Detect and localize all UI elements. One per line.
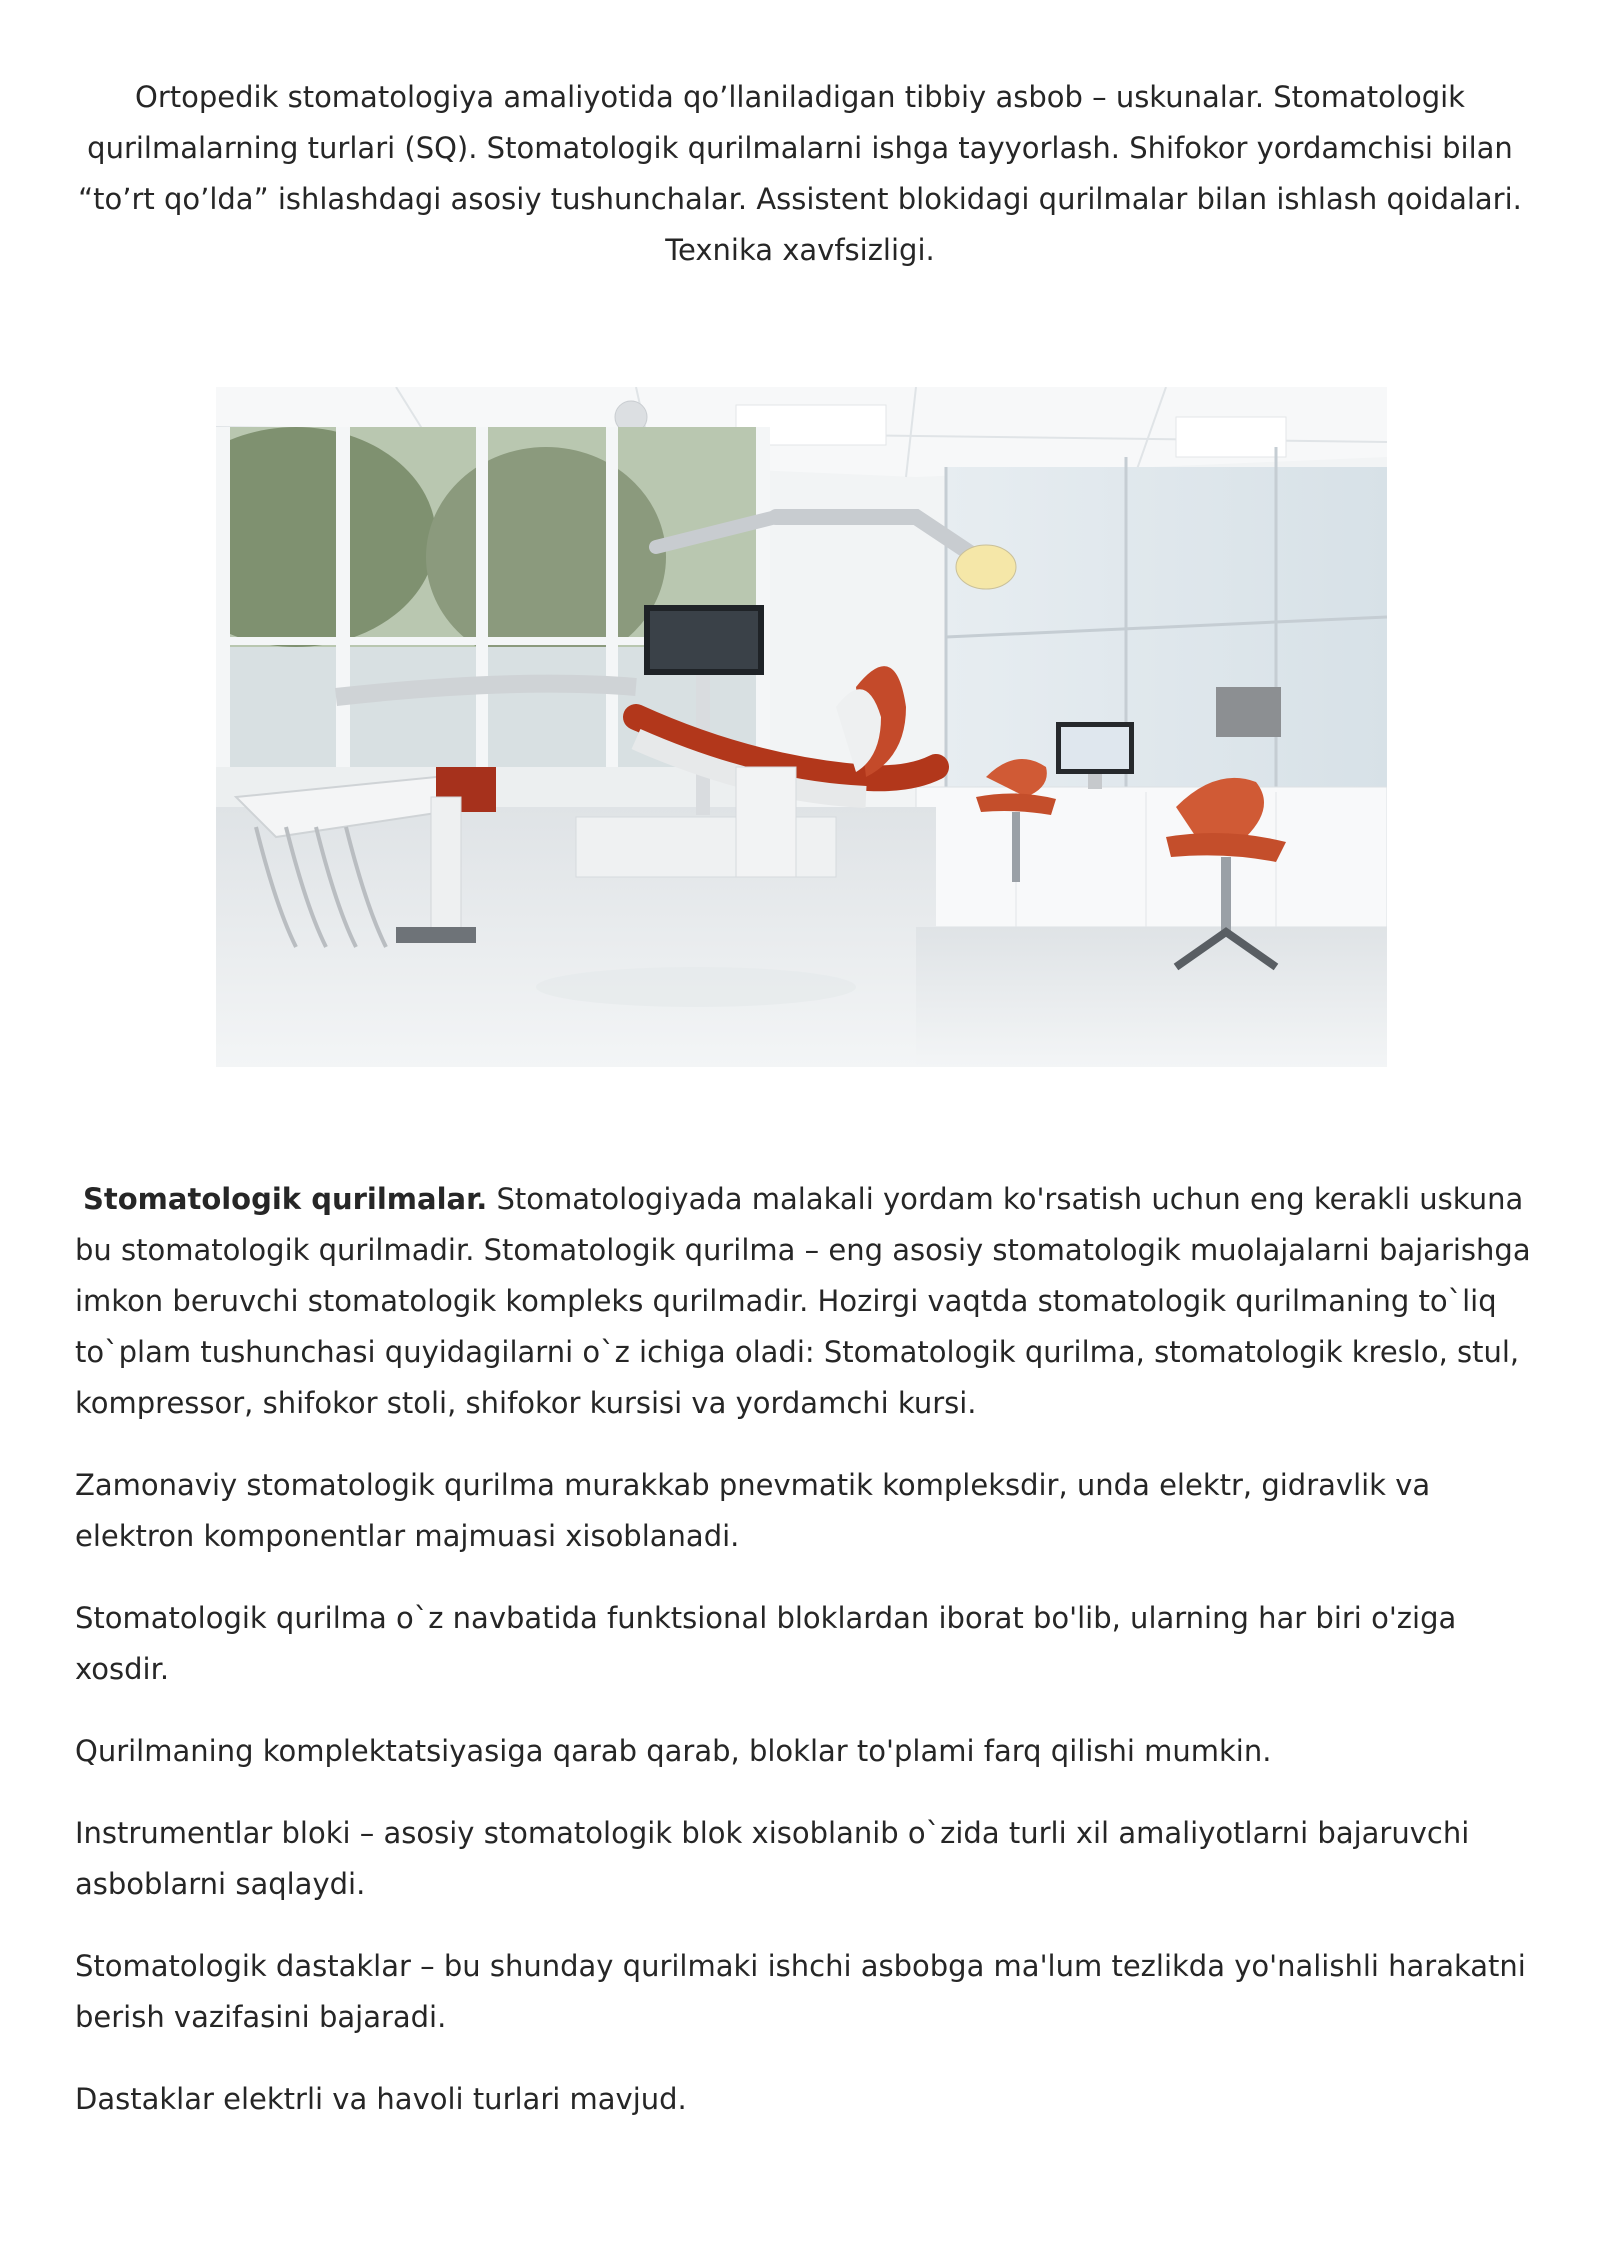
paragraph-komplektatsiya: Qurilmaning komplektatsiyasiga qarab qarab, bloklar to'plami farq qilishi mumkin. xyxy=(75,1734,1272,1768)
paragraph-zamonaviy: Zamonaviy stomatologik qurilma murakkab pnevmatik kompleksdir, unda elektr, gidravlik va elektron komponentlar majmuasi xisoblanadi. xyxy=(75,1468,1431,1553)
paragraph-dastaklar-turlari: Dastaklar elektrli va havoli turlari mavjud. xyxy=(75,2082,687,2116)
paragraph-text: Stomatologiyada malakali yordam ko'rsatish uchun eng kerakli uskuna bu stomatologik qurilmadir. Stomatologik qurilma – eng asosiy stomatologik muolajalarni bajarishga imkon beruvchi stomatologik kompleks qurilmadir. Hozirgi vaqtda stomatologik qurilmaning to`liq to`plam tushunchasi quyidagilarni o`z ichiga oladi: Stomatologik qurilma, stomatologik kreslo, stul, kompressor, shifokor stoli, shifokor kursisi va yordamchi kursi. xyxy=(75,1182,1531,1420)
paragraph-funktsional-bloklar: Stomatologik qurilma o`z navbatida funktsional bloklardan iborat bo'lib, ularning har biri o'ziga xosdir. xyxy=(75,1601,1457,1686)
paragraph-lead-bold: Stomatologik qurilmalar. xyxy=(83,1182,488,1216)
body-text xyxy=(75,1174,1535,2156)
paragraph-stomatologik-qurilmalar xyxy=(75,1174,1535,1429)
paragraph-dastaklar: Stomatologik dastaklar – bu shunday qurilmaki ishchi asbobga ma'lum tezlikda yo'nalishli harakatni berish vazifasini bajaradi. xyxy=(75,1949,1526,2034)
document-heading: Ortopedik stomatologiya amaliyotida qo’llaniladigan tibbiy asbob – uskunalar. Stomatologik qurilmalarning turlari (SQ). Stomatologik qurilmalarni ishga tayyorlash. Shifokor yordamchisi bilan “to’rt qo’lda” ishlashdagi asosiy tushunchalar. Assistent blokidagi qurilmalar bilan ishlash qoidalari. Texnika xavfsizligi. xyxy=(78,80,1522,267)
paragraph-instrumentlar-bloki: Instrumentlar bloki – asosiy stomatologik blok xisoblanib o`zida turli xil amaliyotlarni bajaruvchi asboblarni saqlaydi. xyxy=(75,1816,1470,1901)
dental-office-photo xyxy=(216,387,1387,1067)
